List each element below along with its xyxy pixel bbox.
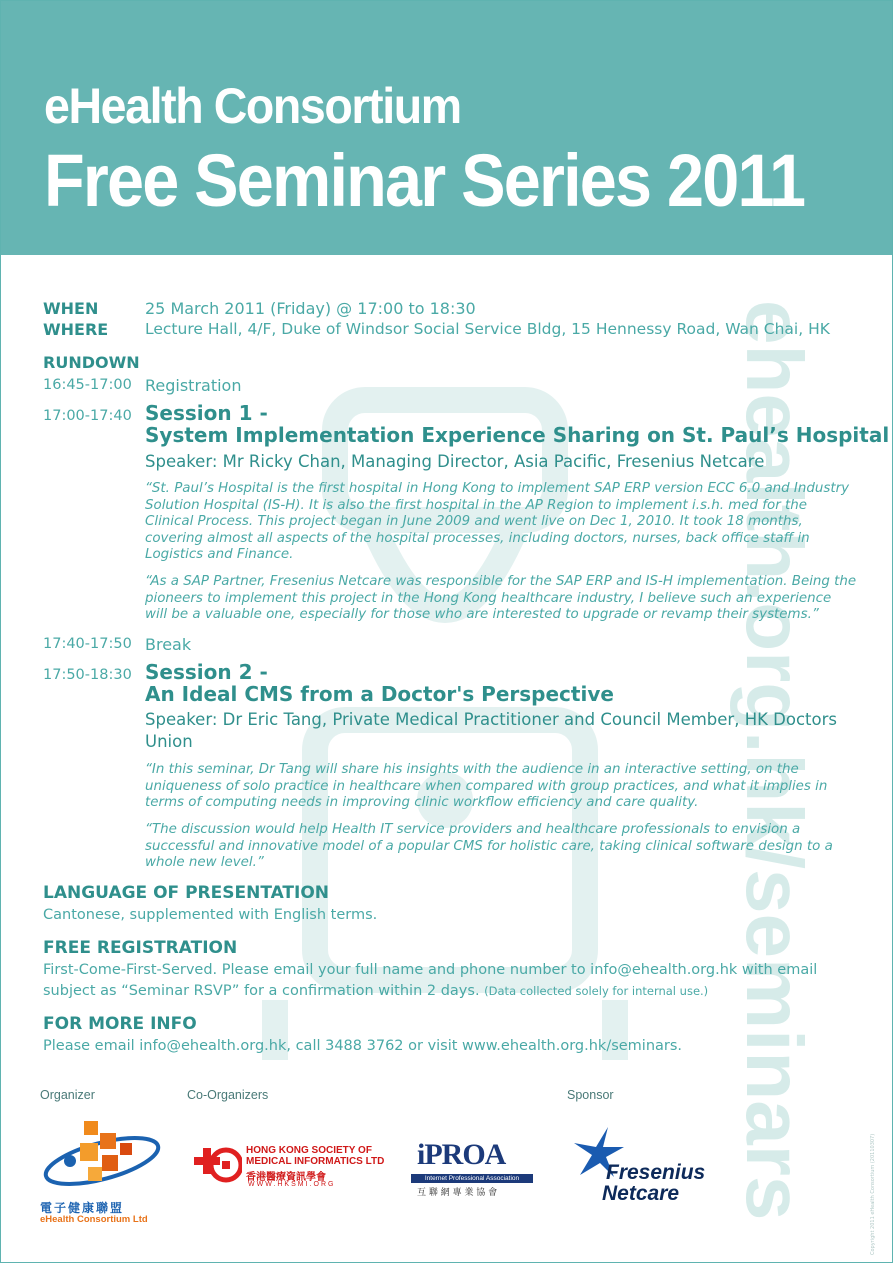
iproa-logo — [411, 1138, 535, 1200]
fresenius-line2: Netcare — [602, 1182, 680, 1205]
fresenius-line1: Fresenius — [606, 1161, 706, 1184]
when-value: 25 March 2011 (Friday) @ 17:00 to 18:30 — [145, 299, 476, 318]
header-title-line2: Free Seminar Series 2011 — [44, 139, 805, 222]
where-value: Lecture Hall, 4/F, Duke of Windsor Social Service Bldg, 15 Hennessy Road, Wan Chai, HK — [145, 320, 830, 338]
session1-title1: Session 1 - — [145, 401, 268, 425]
session1-quote1: “St. Paul’s Hospital is the first hospital in Hong Kong to implement SAP ERP version ECC 6.0 and Industry Solution Hospital (IS-H). It is also the first hospital in the AP Region to implement i.s.h. med for the Clinical Process. This project began in June 2009 and went live on Dec 1, 2010. It took 18 months, covering almost all aspects of the hospital processes, including doctors, nurses, back office staff in Logistics and Finance. — [145, 481, 849, 562]
registration-text: Registration — [145, 376, 242, 395]
session2-quote2: “The discussion would help Health IT service providers and healthcare professionals to envision a successful and innovative model of a popular CMS for holistic care, taking clinical software design to a whole new level.” — [145, 822, 833, 870]
break-text: Break — [145, 635, 192, 654]
free-registration-text — [43, 960, 843, 1002]
session2-speaker: Speaker: Dr Eric Tang, Private Medical Practitioner and Council Member, HK Doctors Union — [145, 710, 837, 751]
ehealth-logo-en: eHealth Consortium Ltd — [40, 1214, 148, 1225]
iproa-en: Internet Professional Association — [411, 1174, 533, 1183]
hksmi-logo-mark — [186, 1143, 242, 1189]
organizer-label: Organizer — [40, 1088, 95, 1102]
watermark-text: ehealth.org.hk/seminars — [730, 300, 819, 1221]
header-title-line1: eHealth Consortium — [44, 78, 461, 134]
free-registration-body: First-Come-First-Served. Please email your full name and phone number to info@ehealth.org.hk with email subject as “Seminar RSVP” for a confirmation within 2 days. — [43, 962, 818, 999]
ehealth-logo-mark — [40, 1113, 170, 1198]
rundown-label: RUNDOWN — [43, 353, 140, 372]
break-time: 17:40-17:50 — [43, 636, 132, 652]
language-text: Cantonese, supplemented with English terms. — [43, 907, 378, 923]
language-label: LANGUAGE OF PRESENTATION — [43, 883, 330, 903]
iproa-mark: iPROA — [417, 1138, 506, 1171]
free-registration-label: FREE REGISTRATION — [43, 938, 238, 958]
hksmi-logo — [186, 1143, 385, 1193]
iproa-cn: 互 聯 網 專 業 協 會 — [417, 1188, 498, 1198]
free-registration-note: (Data collected solely for internal use.) — [484, 984, 709, 998]
more-info-label: FOR MORE INFO — [43, 1014, 197, 1034]
session2-title1: Session 2 - — [145, 660, 268, 684]
session1-title2: System Implementation Experience Sharing on St. Paul’s Hospital — [145, 423, 890, 447]
ehealth-logo — [40, 1113, 170, 1228]
fresenius-logo — [570, 1125, 730, 1210]
session1-time: 17:00-17:40 — [43, 408, 132, 424]
more-info-text: Please email info@ehealth.org.hk, call 3488 3762 or visit www.ehealth.org.hk/seminars. — [43, 1038, 683, 1054]
session1-speaker: Speaker: Mr Ricky Chan, Managing Director, Asia Pacific, Fresenius Netcare — [145, 452, 765, 471]
session2-quote1: “In this seminar, Dr Tang will share his insights with the audience in an interactive setting, on the uniqueness of solo practice in healthcare when compared with group practices, and what it implies in terms of computing needs in improving clinic workflow efficiency and care quality. — [145, 762, 828, 810]
coorganizers-label: Co-Organizers — [187, 1088, 269, 1102]
hksmi-line1: HONG KONG SOCIETY OF — [246, 1145, 372, 1156]
session2-title2: An Ideal CMS from a Doctor's Perspective — [145, 682, 614, 706]
session2-time: 17:50-18:30 — [43, 667, 132, 683]
copyright-note: Copyright 2011 eHealth Consortium (20110307) — [870, 1133, 876, 1255]
sponsor-label: Sponsor — [567, 1088, 614, 1102]
ehealth-logo-cn: 電子健康聯盟 — [40, 1201, 125, 1215]
hksmi-cn: 香港醫療資訊學會 — [246, 1172, 326, 1183]
where-label: WHERE — [43, 320, 109, 339]
hksmi-line2: MEDICAL INFORMATICS LTD — [246, 1156, 385, 1167]
hksmi-url: WWW.HKSMI.ORG — [248, 1181, 336, 1188]
session1-quote2: “As a SAP Partner, Fresenius Netcare was responsible for the SAP ERP and IS-H implementation. Being the pioneers to implement this project in the Hong Kong healthcare industry, I believe such an experience will be a valuable one, especially for those who are interested to upgrade or revamp their systems.” — [145, 574, 857, 622]
header-banner — [1, 1, 892, 255]
registration-time: 16:45-17:00 — [43, 377, 132, 393]
when-label: WHEN — [43, 299, 99, 318]
